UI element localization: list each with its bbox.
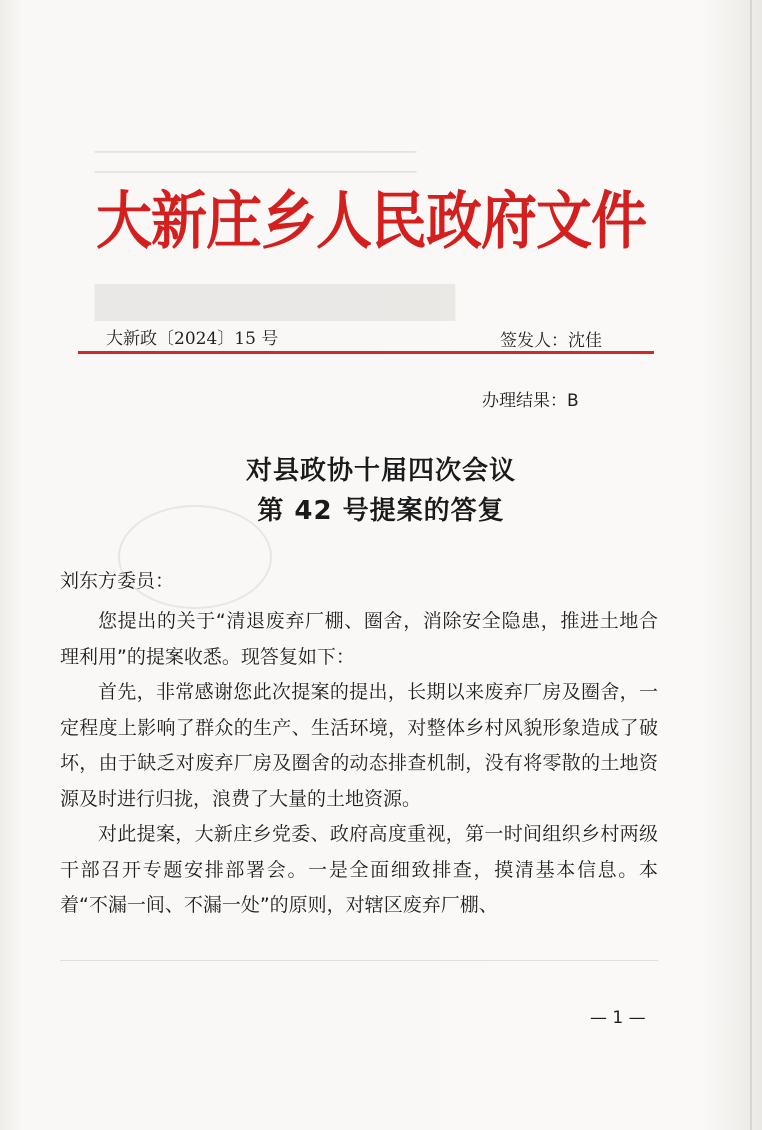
paragraph: 您提出的关于“清退废弃厂棚、圈舍，消除安全隐患，推进土地合理利用”的提案收悉。现答复如下： [60, 610, 658, 668]
bottom-divider [60, 960, 658, 961]
document-title-line-2: 第 42 号提案的答复 [257, 496, 505, 526]
paragraph: 首先，非常感谢您此次提案的提出，长期以来废弃厂房及圈舍，一定程度上影响了群众的生产、生活环境，对整体乡村风貌形象造成了破坏，由于缺乏对废弃厂房及圈舍的动态排查机制，没有将零散的土地资源及时进行归拢，浪费了大量的土地资源。 [60, 681, 658, 810]
handling-result: 办理结果：B [482, 391, 579, 411]
paragraph: 对此提案，大新庄乡党委、政府高度重视，第一时间组织乡村两级干部召开专题安排部署会。一是全面细致排查，摸清基本信息。本着“不漏一间、不漏一处”的原则，对辖区废弃厂棚、 [60, 823, 658, 916]
document-title-line-1: 对县政协十届四次会议 [245, 456, 516, 486]
document-body [60, 604, 658, 924]
show-through-text: ▁▁▁▁▁▁▁▁▁▁▁▁▁▁▁▁▁▁▁▁▁▁▁▁▁▁▁▁▁▁▁▁▁▁▁▁▁▁ [95, 160, 417, 173]
salutation: 刘东方委员： [60, 570, 175, 592]
signer: 签发人：沈佳 [500, 331, 602, 351]
show-through-text: ▁▁▁▁▁▁▁▁▁▁▁▁▁▁▁▁▁▁▁▁▁▁▁▁▁▁▁▁▁▁▁▁▁▁▁▁▁▁ [95, 140, 417, 153]
document-header-title: 大新庄乡人民政府文件 [96, 185, 646, 259]
show-through-text: ▇▇▇▇▇▇▇▇▇▇▇▇▇ [95, 280, 455, 321]
page-edge [750, 0, 752, 1130]
page-number: — 1 — [590, 1008, 646, 1028]
document-number: 大新政〔2024〕15 号 [106, 329, 279, 349]
header-divider [78, 351, 654, 354]
